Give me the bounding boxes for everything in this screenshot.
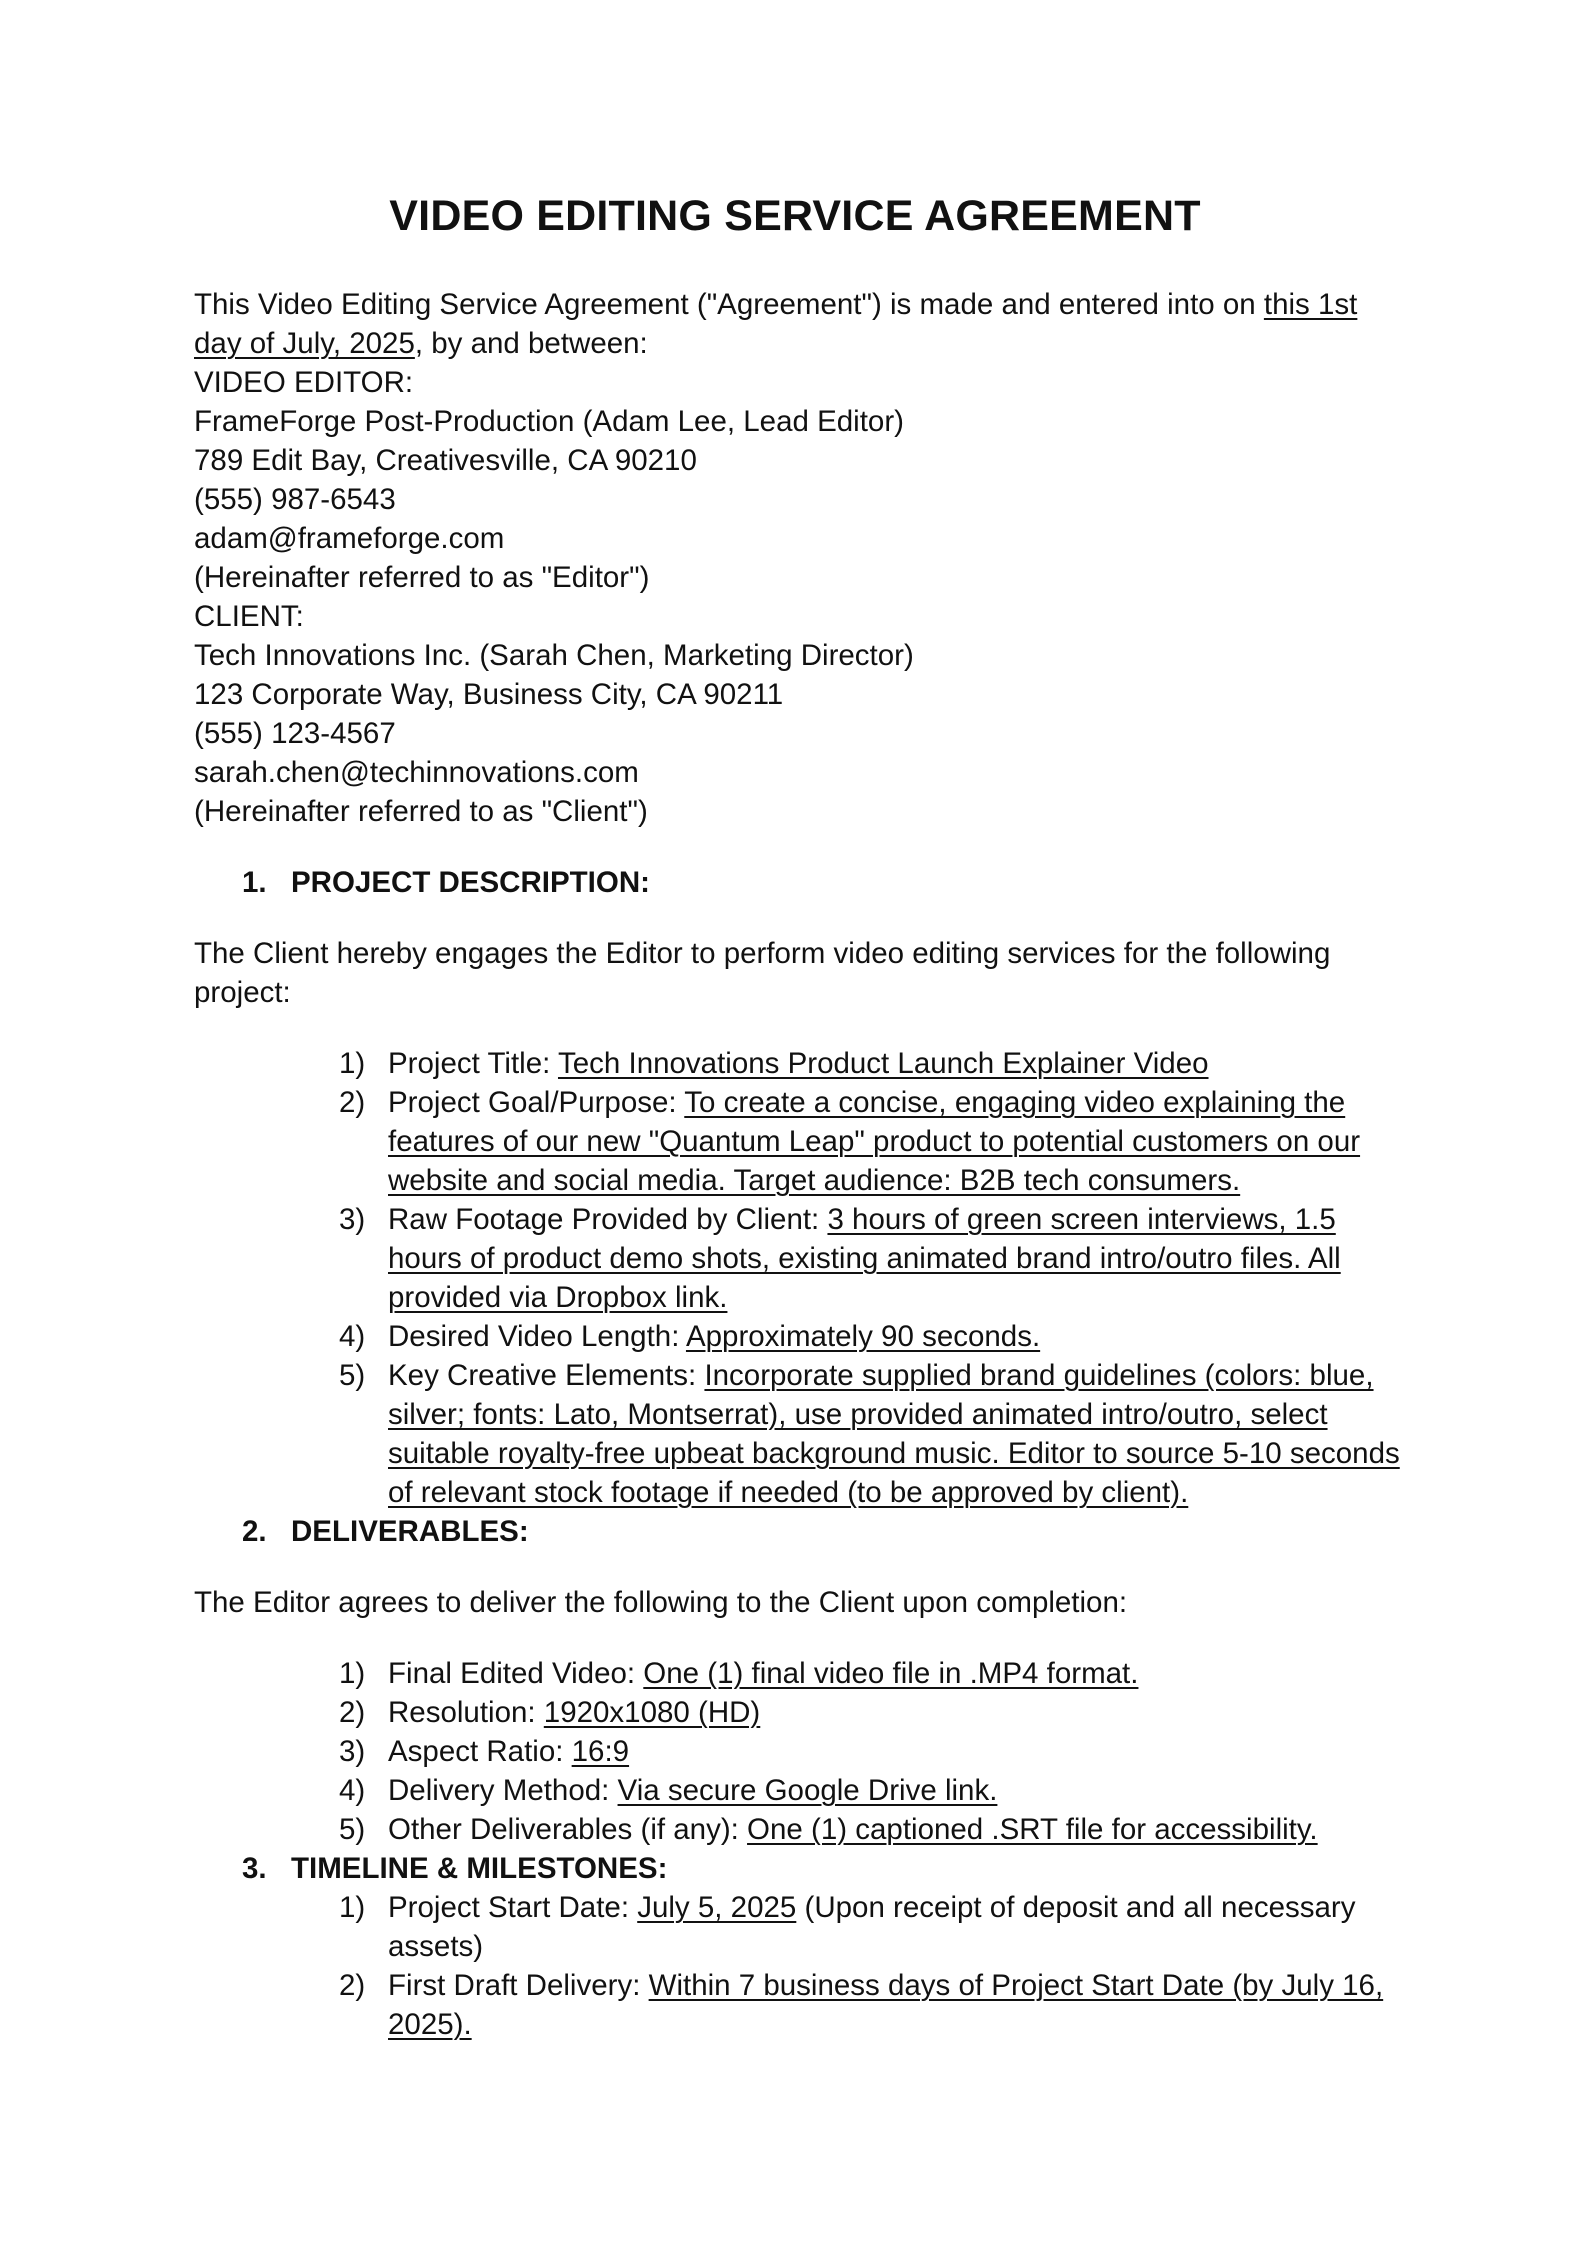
item-number: 2) xyxy=(339,1086,366,1119)
item-number: 2) xyxy=(339,1969,366,2002)
list-item xyxy=(194,1317,1414,1356)
item-value: silver; fonts: Lato, Montserrat), use provided animated intro/outro, select xyxy=(388,1398,1328,1431)
item-label: Project Title: xyxy=(388,1047,558,1080)
item-label: Other Deliverables (if any): xyxy=(388,1813,748,1846)
list-item xyxy=(194,1083,1414,1200)
section-timeline xyxy=(194,1849,1414,1888)
item-number: 4) xyxy=(339,1320,366,1353)
section-number: 1. xyxy=(242,866,267,899)
document-title: VIDEO EDITING SERVICE AGREEMENT xyxy=(389,192,1201,240)
item-value: Within 7 business days of Project Start Date (by July 16, xyxy=(648,1969,1384,2002)
list-item xyxy=(194,1771,1414,1810)
item-value: suitable royalty-free upbeat background music. Editor to source 5-10 seconds xyxy=(388,1437,1400,1470)
list-item xyxy=(194,1044,1414,1083)
item-label: Resolution: xyxy=(388,1696,544,1729)
item-value: features of our new "Quantum Leap" product to potential customers on our xyxy=(388,1125,1361,1158)
item-value: 16:9 xyxy=(571,1735,630,1768)
item-value: Incorporate supplied brand guidelines (colors: blue, xyxy=(704,1359,1374,1392)
section-project-description xyxy=(194,863,1414,902)
intro-line-1 xyxy=(194,285,1414,324)
item-label: Delivery Method: xyxy=(388,1774,618,1807)
list-item xyxy=(194,1654,1414,1693)
item-label: Project Start Date: xyxy=(388,1891,638,1924)
item-value: To create a concise, engaging video explaining the xyxy=(684,1086,1346,1119)
item-number: 5) xyxy=(339,1813,366,1846)
list-item xyxy=(194,1732,1414,1771)
item-value: Tech Innovations Product Launch Explainer Video xyxy=(557,1047,1209,1080)
project-description-list xyxy=(194,1044,1414,1512)
client-name: Tech Innovations Inc. (Sarah Chen, Marketing Director) xyxy=(194,639,914,672)
item-value: 2025). xyxy=(388,2008,472,2041)
item-label: Final Edited Video: xyxy=(388,1657,644,1690)
item-label: Aspect Ratio: xyxy=(388,1735,572,1768)
item-number: 1) xyxy=(339,1657,366,1690)
item-value: July 5, 2025 xyxy=(637,1891,797,1924)
editor-heading: VIDEO EDITOR: xyxy=(194,366,414,399)
item-number: 3) xyxy=(339,1203,366,1236)
intro-text: This Video Editing Service Agreement ("Agreement") is made and entered into on xyxy=(194,288,1264,321)
section-1-intro: The Client hereby engages the Editor to perform video editing services for the following xyxy=(194,937,1331,970)
list-item xyxy=(194,1810,1414,1849)
section-1-intro-cont: project: xyxy=(194,976,291,1009)
item-label: Raw Footage Provided by Client: xyxy=(388,1203,828,1236)
editor-phone: (555) 987-6543 xyxy=(194,483,396,516)
agreement-date-part1: this 1st xyxy=(1263,288,1358,321)
client-address: 123 Corporate Way, Business City, CA 90211 xyxy=(194,678,784,711)
item-value: hours of product demo shots, existing animated brand intro/outro files. All xyxy=(388,1242,1341,1275)
intro-line-2 xyxy=(194,324,1414,363)
item-number: 5) xyxy=(339,1359,366,1392)
item-value: Via secure Google Drive link. xyxy=(617,1774,998,1807)
section-title: PROJECT DESCRIPTION: xyxy=(291,866,650,899)
item-label: Desired Video Length: xyxy=(388,1320,686,1353)
item-note: assets) xyxy=(388,1930,484,1963)
section-2-intro: The Editor agrees to deliver the following to the Client upon completion: xyxy=(194,1586,1128,1619)
client-heading: CLIENT: xyxy=(194,600,304,633)
editor-name: FrameForge Post-Production (Adam Lee, Lead Editor) xyxy=(194,405,904,438)
list-item xyxy=(194,1888,1414,1966)
item-label: Key Creative Elements: xyxy=(388,1359,705,1392)
agreement-date-part2: day of July, 2025 xyxy=(194,327,415,360)
editor-referred: (Hereinafter referred to as "Editor") xyxy=(194,561,650,594)
client-email: sarah.chen@techinnovations.com xyxy=(194,756,639,789)
client-referred: (Hereinafter referred to as "Client") xyxy=(194,795,648,828)
item-value: provided via Dropbox link. xyxy=(388,1281,728,1314)
item-note: (Upon receipt of deposit and all necessary xyxy=(796,1891,1356,1924)
editor-address: 789 Edit Bay, Creativesville, CA 90210 xyxy=(194,444,697,477)
item-number: 1) xyxy=(339,1047,366,1080)
list-item xyxy=(194,1693,1414,1732)
deliverables-list xyxy=(194,1654,1414,1849)
document-body xyxy=(194,285,1414,2044)
section-title: TIMELINE & MILESTONES: xyxy=(291,1852,668,1885)
item-number: 3) xyxy=(339,1735,366,1768)
item-number: 4) xyxy=(339,1774,366,1807)
section-number: 2. xyxy=(242,1515,267,1548)
item-value: Approximately 90 seconds. xyxy=(685,1320,1041,1353)
section-number: 3. xyxy=(242,1852,267,1885)
item-number: 2) xyxy=(339,1696,366,1729)
item-value: website and social media. Target audience: B2B tech consumers. xyxy=(388,1164,1241,1197)
list-item xyxy=(194,1356,1414,1512)
item-value: of relevant stock footage if needed (to be approved by client). xyxy=(388,1476,1189,1509)
item-value: 1920x1080 (HD) xyxy=(543,1696,761,1729)
list-item xyxy=(194,1966,1414,2044)
item-value: 3 hours of green screen interviews, 1.5 xyxy=(827,1203,1336,1236)
section-title: DELIVERABLES: xyxy=(291,1515,529,1548)
editor-email: adam@frameforge.com xyxy=(194,522,505,555)
item-value: One (1) final video file in .MP4 format. xyxy=(643,1657,1139,1690)
client-phone: (555) 123-4567 xyxy=(194,717,396,750)
item-number: 1) xyxy=(339,1891,366,1924)
item-label: First Draft Delivery: xyxy=(388,1969,649,2002)
list-item xyxy=(194,1200,1414,1317)
section-deliverables xyxy=(194,1512,1414,1551)
item-label: Project Goal/Purpose: xyxy=(388,1086,685,1119)
item-value: One (1) captioned .SRT file for accessibility. xyxy=(747,1813,1318,1846)
intro-text-end: , by and between: xyxy=(414,327,648,360)
timeline-list xyxy=(194,1888,1414,2044)
